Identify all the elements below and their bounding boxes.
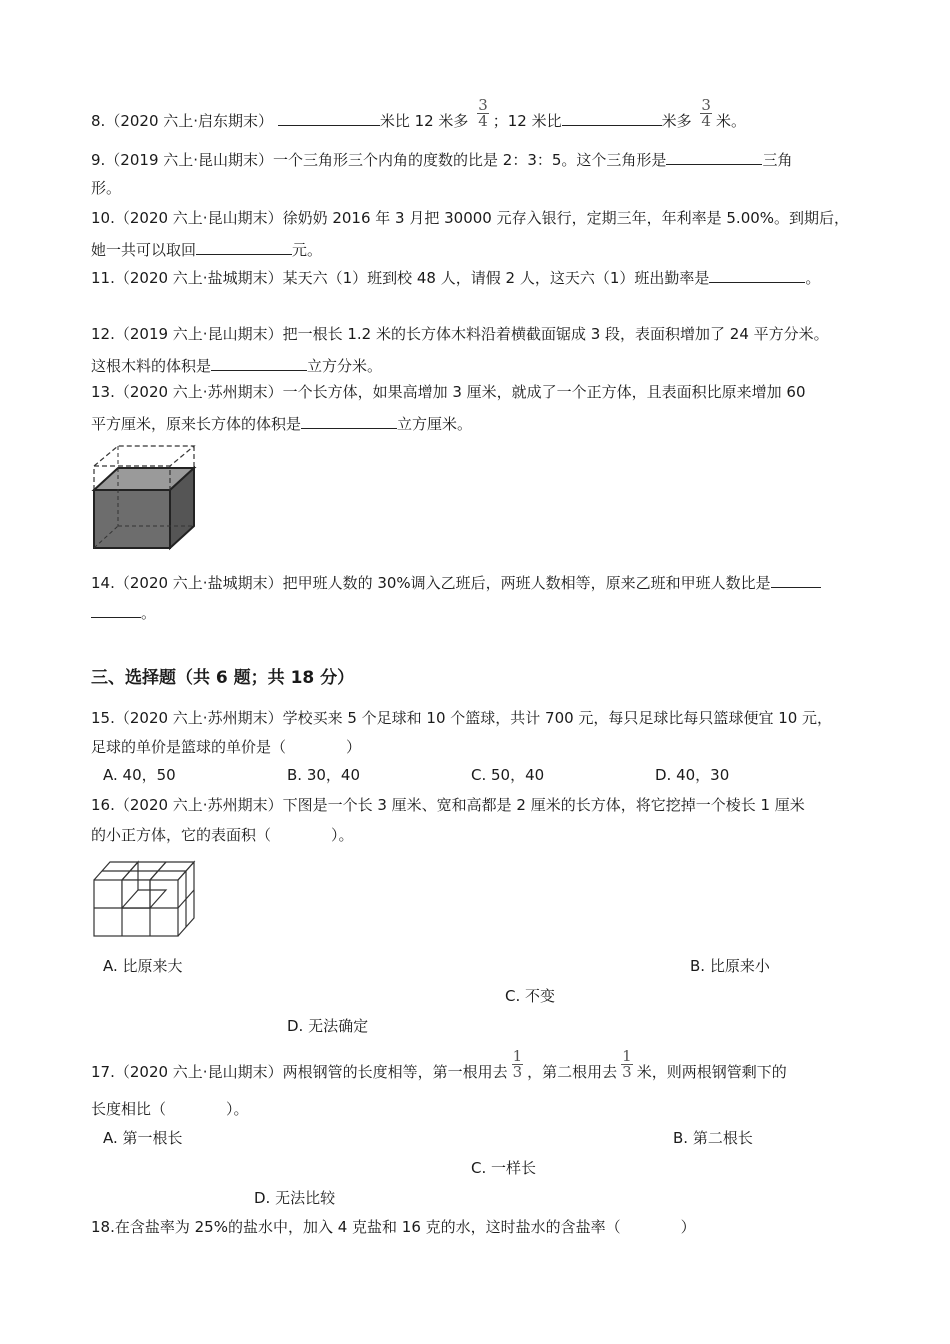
q11-text-end: 。: [805, 269, 821, 287]
q8-source: （2020 六上·启东期末）: [105, 112, 274, 130]
q14-text: 14.（2020 六上·盐城期末）把甲班人数的 30%调入乙班后，两班人数相等，原来乙班和甲班人数比是: [91, 574, 771, 592]
q13-text: 平方厘米，原来长方体的体积是: [91, 415, 302, 433]
q8-text-3: 米多: [661, 112, 692, 130]
question-17: [91, 1047, 787, 1088]
answer-blank[interactable]: [211, 354, 307, 371]
answer-blank[interactable]: [301, 412, 397, 429]
q10-text: 她一共可以取回: [91, 241, 197, 259]
q11-text: 11.（2020 六上·盐城期末）某天六（1）班到校 48 人，请假 2 人，这天六（1）班出勤率是: [91, 269, 710, 287]
fraction-3-4: $\frac{3}{4}$: [478, 96, 488, 130]
q13-line-2: [91, 412, 472, 434]
q16-option-a[interactable]: A. 比原来大: [103, 957, 183, 975]
answer-blank[interactable]: [666, 148, 762, 165]
q17-text-3: 米，则两根钢管剩下的: [636, 1063, 787, 1081]
question-14: [91, 571, 821, 593]
question-15: 15.（2020 六上·苏州期末）学校买来 5 个足球和 10 个篮球，共计 700 元，每只足球比每只篮球便宜 10 元，: [91, 709, 833, 727]
q16-line-2: 的小正方体，它的表面积（ ）。: [91, 826, 354, 844]
question-13: 13.（2020 六上·苏州期末）一个长方体，如果高增加 3 厘米，就成了一个正方体，且表面积比原来增加 60: [91, 383, 806, 401]
q8-text-1: 米比 12 米多: [379, 112, 469, 130]
answer-blank[interactable]: [562, 109, 662, 126]
q12-text: 这根木料的体积是: [91, 357, 212, 375]
q10-text-end: 元。: [292, 241, 323, 259]
q14-text-end: 。: [141, 604, 157, 622]
q15-option-a[interactable]: A. 40，50: [103, 766, 176, 784]
q8-number: 8.: [91, 112, 106, 130]
q17-option-b[interactable]: B. 第二根长: [673, 1129, 753, 1147]
q15-option-b[interactable]: B. 30，40: [287, 766, 361, 784]
question-10: 10.（2020 六上·昆山期末）徐奶奶 2016 年 3 月把 30000 元存入银行，定期三年，年利率是 5.00%。到期后，: [91, 209, 850, 227]
answer-blank[interactable]: [91, 601, 141, 618]
q16-option-d[interactable]: D. 无法确定: [287, 1017, 369, 1035]
q17-option-a[interactable]: A. 第一根长: [103, 1129, 183, 1147]
q8-text-4: 米。: [715, 112, 746, 130]
fraction-3-4: $\frac{3}{4}$: [701, 96, 711, 130]
question-12: 12.（2019 六上·昆山期末）把一根长 1.2 米的长方体木料沿着横截面锯成 3 段，表面积增加了 24 平方分米。: [91, 325, 829, 343]
q17-text-2: ，第二根用去: [527, 1063, 618, 1081]
q9-text: 9.（2019 六上·昆山期末）一个三角形三个内角的度数的比是 2：3：5。这个三角形是: [91, 151, 667, 169]
q15-option-d[interactable]: D. 40，30: [655, 766, 730, 784]
q9-line-2: 形。: [91, 179, 122, 197]
answer-blank[interactable]: [771, 571, 821, 588]
q12-line-2: [91, 354, 382, 376]
q16-option-c[interactable]: C. 不变: [505, 987, 556, 1005]
q16-option-b[interactable]: B. 比原来小: [690, 957, 770, 975]
question-9: [91, 148, 792, 170]
cuboid-figure: [90, 442, 204, 552]
answer-blank[interactable]: [196, 238, 292, 255]
answer-blank[interactable]: [709, 266, 805, 283]
q9-text-end: 三角: [762, 151, 793, 169]
q17-line-2: 长度相比（ ）。: [91, 1100, 249, 1118]
q12-text-end: 立方分米。: [307, 357, 383, 375]
q13-text-end: 立方厘米。: [397, 415, 473, 433]
cuboid-notch-figure: [90, 850, 210, 940]
q15-option-c[interactable]: C. 50，40: [471, 766, 545, 784]
q17-text-1: 17.（2020 六上·昆山期末）两根钢管的长度相等，第一根用去: [91, 1063, 508, 1081]
section-heading: 三、选择题（共 6 题；共 18 分）: [91, 668, 355, 688]
question-8: [91, 96, 746, 137]
answer-blank[interactable]: [278, 109, 380, 126]
q17-option-c[interactable]: C. 一样长: [471, 1159, 537, 1177]
q15-line-2: 足球的单价是篮球的单价是（ ）: [91, 738, 362, 756]
fraction-1-3: $\frac{1}{3}$: [622, 1047, 632, 1081]
q14-line-2: [91, 601, 156, 623]
question-18: 18.在含盐率为 25%的盐水中，加入 4 克盐和 16 克的水，这时盐水的含盐率（ ）: [91, 1218, 696, 1236]
q8-text-2: ；12 米比: [492, 112, 562, 130]
question-11: [91, 266, 820, 288]
fraction-1-3: $\frac{1}{3}$: [512, 1047, 523, 1081]
q17-option-d[interactable]: D. 无法比较: [254, 1189, 336, 1207]
q10-line-2: [91, 238, 322, 260]
question-16: 16.（2020 六上·苏州期末）下图是一个长 3 厘米、宽和高都是 2 厘米的长方体，将它挖掉一个棱长 1 厘米: [91, 796, 805, 814]
